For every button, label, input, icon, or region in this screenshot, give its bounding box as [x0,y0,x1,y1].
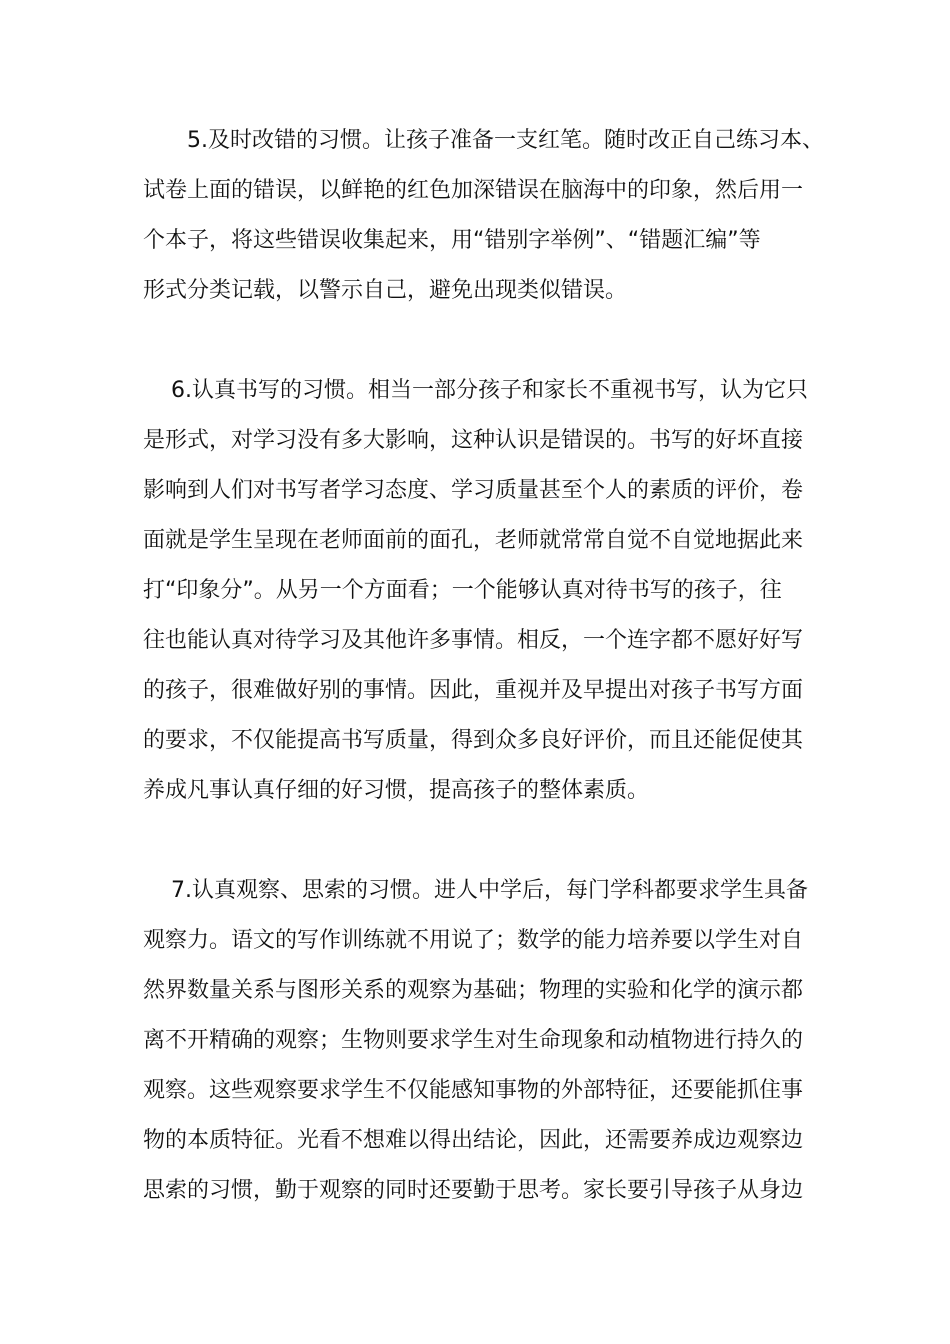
paragraph-habit-7 [143,866,809,1216]
text-line: 试卷上面的错误，以鲜艳的红色加深错误在脑海中的印象，然后用一 [143,178,804,203]
text-line: 形式分类记载，以警示自己，避免出现类似错误。 [143,278,628,303]
text-line: 打“印象分”。从另一个方面看；一个能够认真对待书写的孩子，往 [143,578,782,603]
text-line: 思索的习惯，勤于观察的同时还要勤于思考。家长要引导孩子从身边 [143,1178,804,1203]
text-line: 养成凡事认真仔细的好习惯，提高孩子的整体素质。 [143,778,650,803]
text-line: 的要求，不仅能提高书写质量，得到众多良好评价，而且还能促使其 [143,728,804,753]
text-line: 个本子，将这些错误收集起来，用“错别字举例”、“错题汇编”等 [143,228,761,253]
text-line: 的孩子，很难做好别的事情。因此，重视并及早提出对孩子书写方面 [143,678,804,703]
text-line: 影响到人们对书写者学习态度、学习质量甚至个人的素质的评价，卷 [143,478,804,503]
text-line: 观察。这些观察要求学生不仅能感知事物的外部特征，还要能抓住事 [143,1078,804,1103]
text-line: 观察力。语文的写作训练就不用说了；数学的能力培养要以学生对自 [143,928,804,953]
text-line: 往也能认真对待学习及其他许多事情。相反，一个连字都不愿好好写 [143,628,804,653]
text-line: 离不开精确的观察；生物则要求学生对生命现象和动植物进行持久的 [143,1028,804,1053]
text-line: 是形式，对学习没有多大影响，这种认识是错误的。书写的好坏直接 [143,428,804,453]
text-line: 5.及时改错的习惯。让孩子准备一支红笔。随时改正自己练习本、 [187,128,824,153]
text-line: 物的本质特征。光看不想难以得出结论，因此，还需要养成边观察边 [143,1128,804,1153]
text-line: 7.认真观察、思索的习惯。进人中学后，每门学科都要求学生具备 [171,878,808,903]
text-line: 6.认真书写的习惯。相当一部分孩子和家长不重视书写，认为它只 [171,378,808,403]
text-line: 面就是学生呈现在老师面前的面孔，老师就常常自觉不自觉地据此来 [143,528,804,553]
paragraph-habit-6 [143,366,809,816]
document-page [143,116,824,1216]
paragraph-habit-5 [143,116,824,316]
text-line: 然界数量关系与图形关系的观察为基础；物理的实验和化学的演示都 [143,978,804,1003]
